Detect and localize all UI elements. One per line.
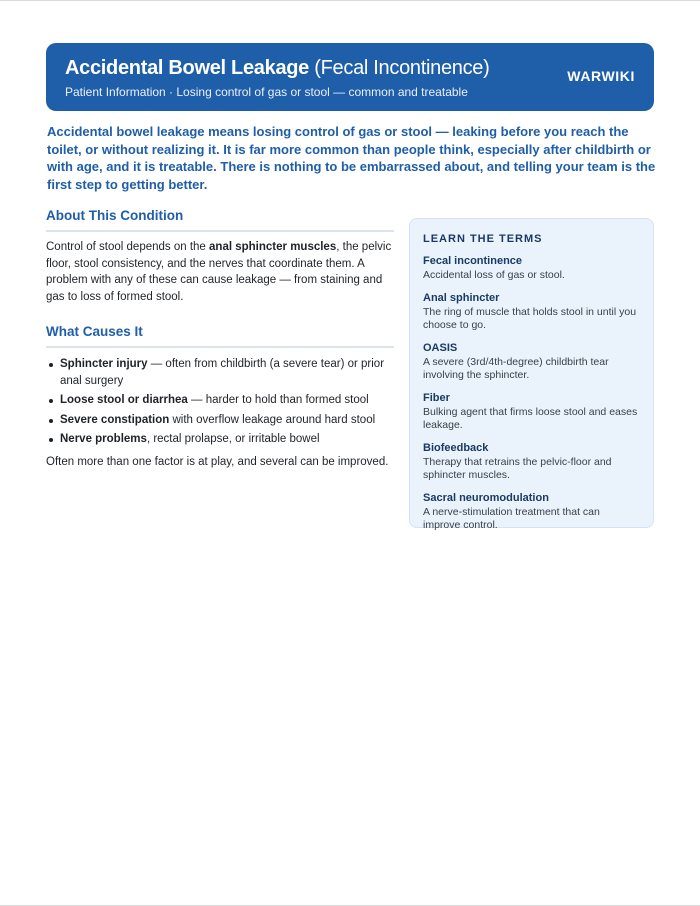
cause-rest: — harder to hold than formed stool bbox=[187, 394, 369, 406]
term-name: Anal sphincter bbox=[423, 291, 500, 304]
page-title bbox=[65, 56, 489, 80]
term-name: Fiber bbox=[423, 391, 450, 404]
term-definition: Therapy that retrains the pelvic-floor and sphincter muscles. bbox=[423, 455, 612, 481]
cause-rest: with overflow leakage around hard stool bbox=[169, 413, 376, 426]
term-definition: The ring of muscle that holds stool in until you choose to go. bbox=[423, 305, 637, 331]
about-text-after: , the pelvic floor, stool consistency, and the nerves that coordinate them. A problem with any of these can cause leakage — from staining and gas to loss of formed stool. bbox=[46, 241, 392, 303]
about-heading: About This Condition bbox=[46, 207, 394, 232]
term-entry bbox=[423, 391, 640, 433]
term-entry bbox=[423, 491, 640, 533]
about-text bbox=[46, 239, 394, 305]
cause-rest: , rectal prolapse, or irritable bowel bbox=[146, 433, 320, 445]
term-definition: A nerve-stimulation treatment that can improve control. bbox=[423, 505, 600, 531]
list-item bbox=[60, 431, 394, 448]
list-item bbox=[60, 412, 394, 429]
term-name: OASIS bbox=[423, 341, 458, 354]
term-definition: Accidental loss of gas or stool. bbox=[423, 269, 565, 281]
cause-bold: Sphincter injury bbox=[60, 358, 148, 370]
main-column bbox=[46, 207, 394, 470]
about-text-bold: anal sphincter muscles bbox=[209, 241, 337, 253]
causes-list bbox=[46, 356, 394, 448]
intro-paragraph: Accidental bowel leakage means losing control of gas or stool — leaking before you reach the toilet, or without realizing it. It is far more common than people think, especially after childbirth or with age, and it is treatable. There is nothing to be embarrassed about, and telling your team is the first step to getting better. bbox=[47, 124, 656, 192]
causes-heading: What Causes It bbox=[46, 323, 394, 348]
about-text-before: Control of stool depends on the bbox=[46, 241, 210, 253]
cause-rest: — often from childbirth (a severe tear) or prior anal surgery bbox=[60, 358, 385, 387]
list-item bbox=[60, 356, 394, 389]
header-banner bbox=[46, 43, 654, 111]
title-main: Accidental Bowel Leakage bbox=[65, 57, 310, 79]
term-definition: A severe (3rd/4th-degree) childbirth tear involving the sphincter. bbox=[423, 355, 609, 381]
terms-heading: LEARN THE TERMS bbox=[423, 233, 543, 245]
list-item bbox=[60, 392, 394, 409]
term-name: Fecal incontinence bbox=[423, 255, 523, 267]
title-parenthetical: (Fecal Incontinence) bbox=[314, 57, 490, 79]
term-definition: Bulking agent that firms loose stool and eases leakage. bbox=[423, 405, 638, 431]
causes-closing: Often more than one factor is at play, and several can be improved. bbox=[46, 455, 389, 468]
term-entry bbox=[423, 441, 640, 483]
term-entry bbox=[423, 291, 640, 333]
terms-sidebar bbox=[409, 218, 654, 531]
cause-bold: Severe constipation bbox=[60, 413, 170, 426]
cause-bold: Nerve problems bbox=[60, 433, 147, 445]
term-name: Biofeedback bbox=[423, 441, 489, 454]
term-name: Sacral neuromodulation bbox=[423, 491, 549, 504]
page-subtitle: Patient Information · Losing control of gas or stool — common and treatable bbox=[65, 85, 468, 99]
brand-logo-text: WARWIKI bbox=[567, 68, 635, 84]
term-entry bbox=[423, 254, 640, 283]
cause-bold: Loose stool or diarrhea bbox=[60, 394, 188, 406]
term-entry bbox=[423, 341, 640, 383]
